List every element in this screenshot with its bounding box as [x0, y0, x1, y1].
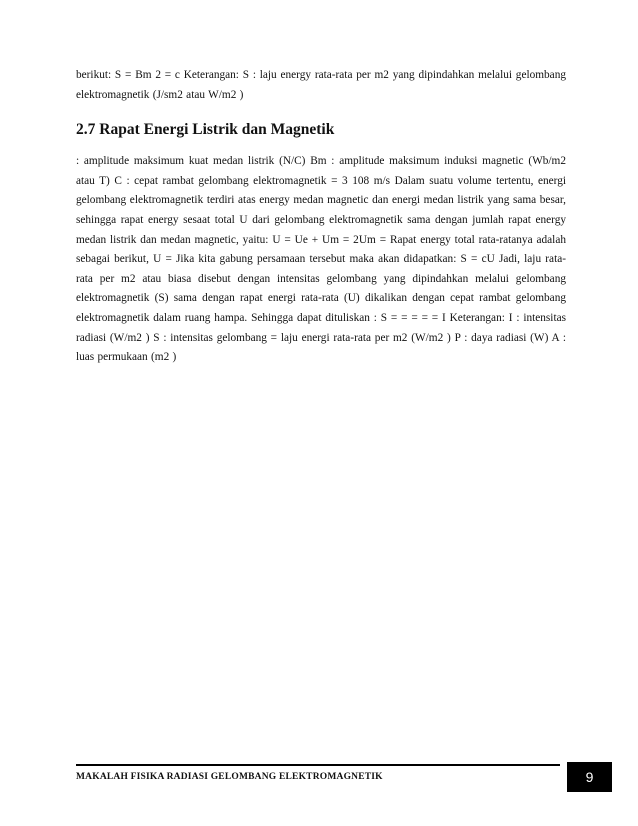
page-content [76, 66, 566, 368]
footer-title: MAKALAH FISIKA RADIASI GELOMBANG ELEKTROMAGNETIK [76, 772, 383, 782]
intro-paragraph: berikut: S = Bm 2 = c Keterangan: S : laju energy rata-rata per m2 yang dipindahkan melalui gelombang elektromagnetik (J/sm2 atau W/m2 ) [76, 69, 566, 101]
body-paragraph: : amplitude maksimum kuat medan listrik (N/C) Bm : amplitude maksimum induksi magnetic (Wb/m2 atau T) C : cepat rambat gelombang elektromagnetik = 3 108 m/s Dalam suatu volume tertentu, energi gelombang elektromagnetik terdiri atas energy medan magnetic dan energi medan listrik yang sama besar, sehingga rapat energy sesaat total U dari gelombang elektromagnetik sama dengan jumlah rapat energy medan listrik dan medan magnetic, yaitu: U = Ue + Um = 2Um = Rapat energy total rata-ratanya adalah sebagai berikut, U = Jika kita gabung persamaan tersebut maka akan didapatkan: S = cU Jadi, laju rata-rata per m2 atau biasa disebut dengan intensitas gelombang yang dipindahkan melalui gelombang elektromagnetik (S) sama dengan rapat energi rata-rata (U) dikalikan dengan cepat rambat gelombang elektromagnetik dalam ruang hampa. Sehingga dapat dituliskan : S = = = = = I Keterangan: I : intensitas radiasi (W/m2 ) S : intensitas gelombang = laju energi rata-rata per m2 (W/m2 ) P : daya radiasi (W) A : luas permukaan (m2 ) [76, 155, 566, 364]
section-heading: 2.7 Rapat Energi Listrik dan Magnetik [76, 121, 335, 139]
footer-divider [76, 764, 560, 766]
page-number: 9 [585, 769, 594, 785]
page-number-badge [567, 762, 612, 792]
